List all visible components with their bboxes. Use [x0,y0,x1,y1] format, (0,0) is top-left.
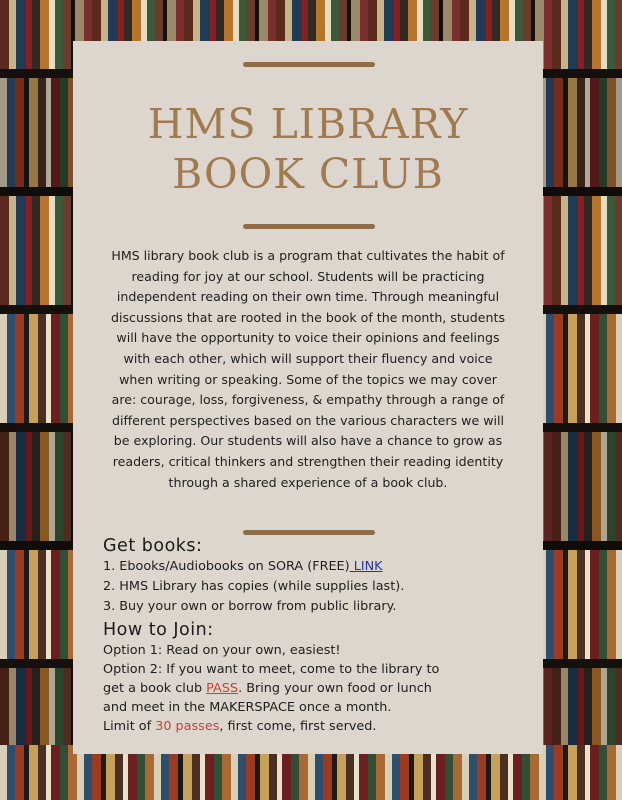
option-2-line-1: Option 2: If you want to meet, come to the library to [103,662,440,677]
limit-post: , first come, first served. [219,719,377,734]
section-divider [243,530,375,535]
intro-paragraph: HMS library book club is a program that cultivates the habit of reading for joy at our school. Students will be practicing independent reading on their own time. Through meaningful discussions that are rooted in the book of the month, students will have the opportunity to voice their opinions and feelings with each other, which will support their fluency and voice when writing or speaking. Some of the topics we may cover are: courage, loss, forgiveness, & empathy through a range of different perspectives based on the various characters we will be exploring. Our students will also have a chance to grow as readers, critical thinkers and strengthen their reading identity through a shared experience of a book club. [110,248,506,490]
title-line-1: HMS LIBRARY [147,100,469,148]
sora-text: 1. Ebooks/Audiobooks on SORA (FREE) [103,559,350,574]
how-to-join-heading: How to Join: [103,620,214,640]
pass-link[interactable]: PASS [206,681,239,696]
top-divider [243,62,375,67]
pass-count: 30 passes [155,719,220,734]
title-line-2: BOOK CLUB [172,150,444,198]
get-books-item-3: 3. Buy your own or borrow from public library. [103,599,397,614]
get-books-item-1 [103,559,383,574]
title-divider [243,224,375,229]
option-2-pre: get a book club [103,681,207,696]
sora-link[interactable]: LINK [349,559,383,574]
limit-line [103,719,376,734]
poster-panel [73,41,543,754]
option-1: Option 1: Read on your own, easiest! [103,643,341,658]
get-books-heading: Get books: [103,536,203,556]
get-books-item-2: 2. HMS Library has copies (while supplies last). [103,579,405,594]
option-2-line-2 [103,681,432,696]
option-2-line-3: and meet in the MAKERSPACE once a month. [103,700,392,715]
poster-title [73,99,543,199]
limit-pre: Limit of [103,719,156,734]
option-2-post: . Bring your own food or lunch [238,681,432,696]
